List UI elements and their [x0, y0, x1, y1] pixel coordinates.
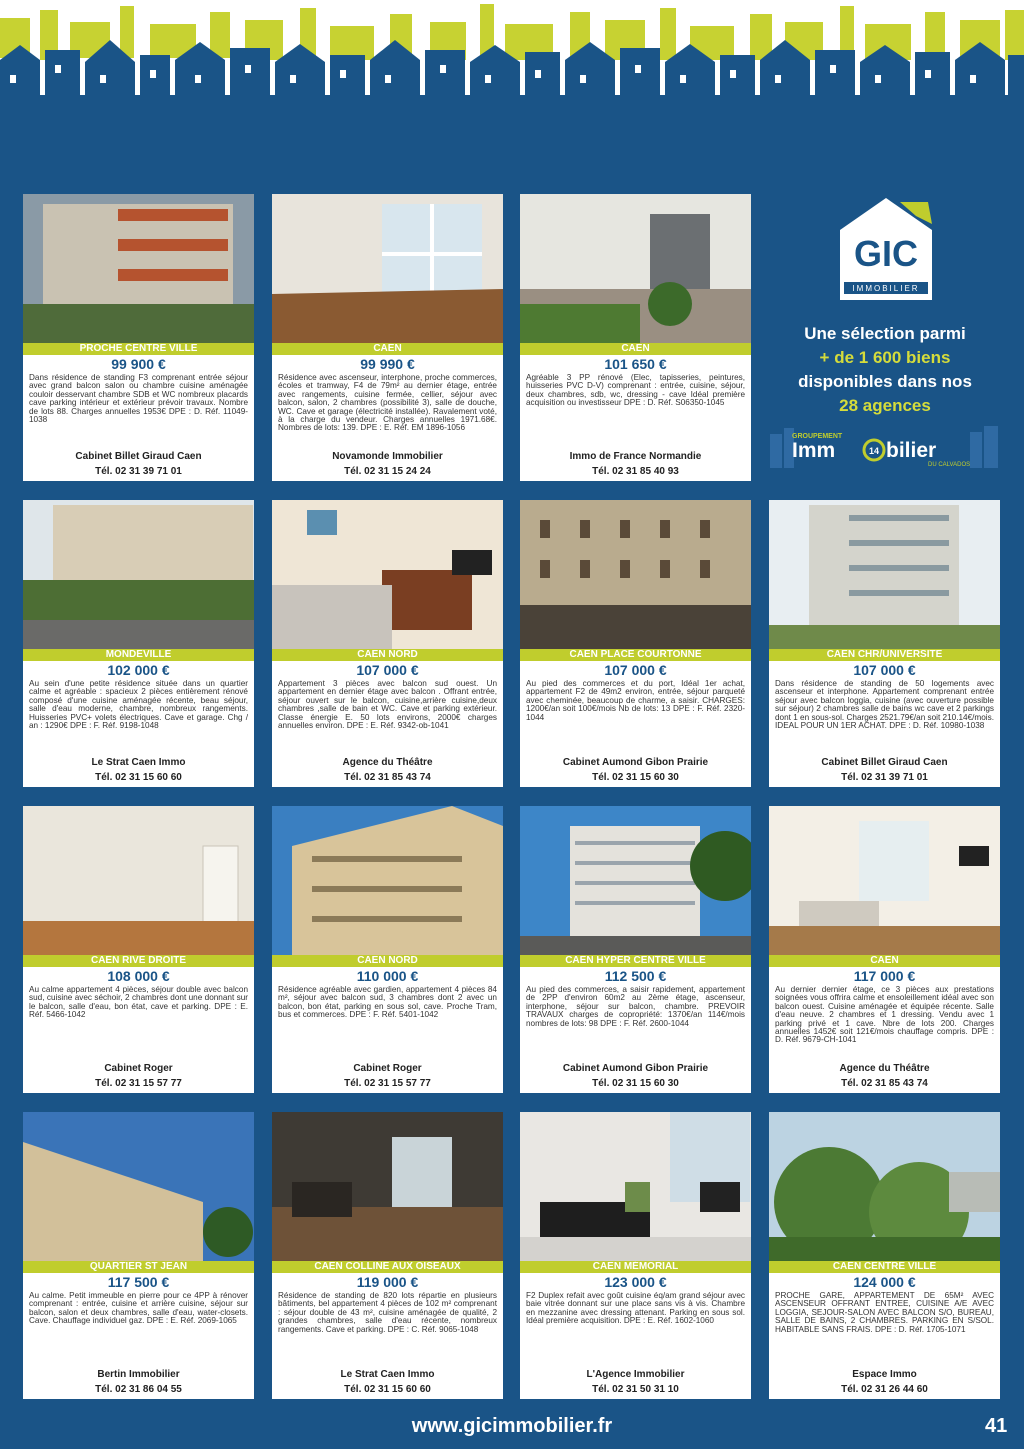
listing-card[interactable]: [769, 806, 1000, 1093]
listing-card[interactable]: [520, 1112, 751, 1399]
listing-card[interactable]: [23, 194, 254, 481]
listing-phone: Tél. 02 31 39 71 01: [841, 772, 928, 783]
listing-agency: Immo de France Normandie: [569, 451, 702, 462]
listing-phone: Tél. 02 31 15 57 77: [344, 1078, 431, 1089]
property-photo: [272, 500, 503, 649]
listing-agency: Le Strat Caen Immo: [91, 757, 186, 768]
listing-location: CAEN CENTRE VILLE: [769, 1261, 1000, 1273]
listing-description: Au pied des commerces, a saisir rapidement, appartement de 2PP d'environ 60m2 au 2ème étage, ascenseur, interphone, séjour sur balcon, chambre. PREVOIR TRAVAUX charges de copropriété: 1370€/an 114€/mois nombres de lots: 98 DPE : F. Réf. 2600-1044: [526, 986, 745, 1028]
listing-card[interactable]: [272, 1112, 503, 1399]
listing-agency: Cabinet Aumond Gibon Prairie: [562, 757, 709, 768]
property-photo: [520, 1112, 751, 1261]
listing-price: 124 000 €: [853, 1274, 916, 1290]
listing-price: 107 000 €: [853, 662, 916, 678]
property-photo: [23, 806, 254, 955]
listing-description: Au pied des commerces et du port, Idéal 1er achat, appartement F2 de 49m2 environ, entrée, séjour parqueté avec cheminée, beaucoup de charme, a saisir. CHARGES: 1200€/an soit 100€/mois Nb de lots: 13 DPE : F. Réf. 2320-1044: [526, 680, 745, 722]
listing-location: CAEN RIVE DROITE: [23, 955, 254, 967]
listing-price: 117 000 €: [853, 968, 916, 984]
listing-agency: Espace Immo: [852, 1369, 917, 1380]
listing-agency: Cabinet Billet Giraud Caen: [821, 757, 948, 768]
listing-phone: Tél. 02 31 85 43 74: [344, 772, 431, 783]
property-photo: [769, 500, 1000, 649]
property-photo: [23, 500, 254, 649]
promo-line: + de 1 600 biens: [819, 348, 951, 367]
listing-card[interactable]: [272, 194, 503, 481]
property-photo: [769, 806, 1000, 955]
listing-location: CAEN NORD: [272, 955, 503, 967]
listing-price: 107 000 €: [356, 662, 419, 678]
listing-description: Appartement 3 pièces avec balcon sud ouest. Un appartement en dernier étage avec balcon . Offrant entrée, séjour ouvert sur le balcon, cuisine,arrière cuisine,deux chambres ,salle de bain et WC. Cave et parking extérieur. Classe énergie E. 50 lots environs, 2000€ charges annuelles environ. DPE : E. Réf. 9342-ob-1041: [278, 680, 497, 731]
listing-price: 101 650 €: [604, 356, 667, 372]
listing-description: Résidence avec ascenseur, interphone, proche commerces, écoles et tramway, F4 de 79m² au dernier étage, entrée avec rangements, cuisine fermée, cellier, séjour avec balcon, salon, 2 chambres (possibilité 3), salle de douche, WC. Cave et garage (électricité installée). Ravalement voté, à la charge du vendeur. Charges annuelles 1971.68€. Nombres de lots: 139. DPE : E. Réf. EM 1896-1056: [278, 374, 497, 433]
promo-tagline: [770, 322, 1000, 418]
listing-description: Agréable 3 PP rénové (Elec, tapisseries, peintures, huisseries PVC D-V) comprenant : entrée, cuisine, séjour, deux chambres, sdb, wc, dressing - cave Idéal première acquisition ou investisseur DPE : D. Réf. S06350-1045: [526, 374, 745, 408]
listing-phone: Tél. 02 31 15 60 60: [95, 772, 182, 783]
listing-price: 102 000 €: [107, 662, 170, 678]
groupement-name-a: Imm: [792, 439, 836, 462]
listing-description: PROCHE GARE, APPARTEMENT DE 65M² AVEC ASCENSEUR OFFRANT ENTREE, CUISINE A/E AVEC LOGGIA, SEJOUR-SALON AVEC BALCON S/O, BUREAU, SALLE DE BAINS, 2 CHAMBRES. PARKING EN S/SOL. HABITABLE SANS FRAIS. DPE : D. Réf. 1705-1071: [775, 1292, 994, 1334]
listing-agency: Bertin Immobilier: [97, 1369, 180, 1380]
listing-phone: Tél. 02 31 15 57 77: [95, 1078, 182, 1089]
listing-phone: Tél. 02 31 50 31 10: [592, 1384, 679, 1395]
listing-price: 112 500 €: [604, 968, 667, 984]
listing-phone: Tél. 02 31 85 40 93: [592, 466, 679, 477]
listing-phone: Tél. 02 31 15 24 24: [344, 466, 431, 477]
listing-agency: Le Strat Caen Immo: [340, 1369, 435, 1380]
property-photo: [520, 806, 751, 955]
listing-agency: Agence du Théâtre: [839, 1063, 930, 1074]
property-photo: [23, 1112, 254, 1261]
listing-phone: Tél. 02 31 15 60 30: [592, 772, 679, 783]
listing-card[interactable]: [520, 806, 751, 1093]
listing-location: CAEN HYPER CENTRE VILLE: [520, 955, 751, 967]
listing-price: 119 000 €: [356, 1274, 419, 1290]
listing-location: CAEN MÉMORIAL: [520, 1261, 751, 1273]
listing-location: CAEN CHR/UNIVERSITE: [769, 649, 1000, 661]
listing-phone: Tél. 02 31 15 60 60: [344, 1384, 431, 1395]
listing-location: CAEN PLACE COURTONNE: [520, 649, 751, 661]
listing-location: CAEN: [769, 955, 1000, 967]
property-photo: [520, 194, 751, 343]
property-photo: [272, 194, 503, 343]
listing-phone: Tél. 02 31 39 71 01: [95, 466, 182, 477]
property-photo: [769, 1112, 1000, 1261]
listing-description: Au sein d'une petite résidence située dans un quartier calme et agréable : spacieux 2 pièces entièrement rénové composé d'une cuisine aménagée récente, beau séjour, salle d'eau moderne, chambre, nombreux rangements. Huisseries PVC+ volets électriques. Cave et garage. Chg / an : 1290€ DPE : F. Réf. 9198-1048: [29, 680, 248, 731]
gic-logo-text: GIC: [853, 233, 919, 274]
property-photo: [23, 194, 254, 343]
listing-price: 108 000 €: [107, 968, 170, 984]
listing-description: Dans résidence de standing de 50 logements avec ascenseur et interphone. Appartement comprenant entrée séjour avec balcon loggia, cuisine (avec ouverture possible sur séjour) 2 chambres salle de bains wc cave et 2 parkings dont 1 en sous-sol. Charges 2521.79€/an soit 210.14€/mois. IDEAL POUR UN 1ER ACHAT. DPE : D. Réf. 10980-1038: [775, 680, 994, 731]
listing-description: Au calme appartement 4 pièces, séjour double avec balcon sud, cuisine avec séchoir, 2 chambres dont une donnant sur le balcon, salle d'eau, bon état, cave et parking. DPE : E. Réf. 5466-1042: [29, 986, 248, 1020]
listing-price: 107 000 €: [604, 662, 667, 678]
gic-promo: [770, 194, 1000, 466]
gic-logo: [836, 194, 936, 304]
listing-card[interactable]: [272, 806, 503, 1093]
page-number: 41: [985, 1415, 1008, 1437]
listing-location: CAEN: [520, 343, 751, 355]
groupement-name-b: bilier: [886, 439, 937, 462]
listing-agency: Novamonde Immobilier: [332, 451, 443, 462]
promo-line: 28 agences: [839, 396, 931, 415]
listing-price: 123 000 €: [604, 1274, 667, 1290]
listing-card[interactable]: [520, 500, 751, 787]
property-photo: [520, 500, 751, 649]
property-photo: [272, 1112, 503, 1261]
listing-card[interactable]: [769, 1112, 1000, 1399]
listing-agency: Cabinet Roger: [104, 1063, 173, 1074]
promo-line: disponibles dans nos: [798, 372, 972, 391]
listing-location: MONDEVILLE: [23, 649, 254, 661]
listing-location: CAEN COLLINE AUX OISEAUX: [272, 1261, 503, 1273]
listing-card[interactable]: [272, 500, 503, 787]
listing-description: Au dernier dernier étage, ce 3 pièces aux prestations soignées vous offrira calme et ensoleillement idéal avec son balcon ouest. Cuisine aménagée et équipée récente. Salle d'eau neuve. 2 chambres et 1 dressing. Vendu avec 1 parking privé et 1 cave. Nbre de lots 200. Charges annuelles 1452€ soit 121€/mois chauffage compris. DPE : D. Réf. 9679-CH-1041: [775, 986, 994, 1045]
listing-description: Dans résidence de standing F3 comprenant entrée séjour avec grand balcon salon ou chambre cuisine aménagée couloir desservant chambre SDB et WC nombreux placards cave parking intérieur et extérieur prévoir travaux. Nombre de lots 88. Charges annuelles 1953€ DPE : D. Réf. 11049-1038: [29, 374, 248, 425]
listing-price: 99 900 €: [111, 356, 166, 372]
listing-agency: L'Agence Immobilier: [586, 1369, 685, 1380]
city-skyline-illustration: [0, 0, 1024, 120]
promo-line: Une sélection parmi: [804, 324, 966, 343]
listing-agency: Cabinet Aumond Gibon Prairie: [562, 1063, 709, 1074]
listing-location: QUARTIER ST JEAN: [23, 1261, 254, 1273]
groupement-region: DU CALVADOS: [928, 462, 971, 468]
groupement-label: GROUPEMENT: [792, 433, 843, 440]
listing-card[interactable]: [520, 194, 751, 481]
listing-description: Au calme. Petit immeuble en pierre pour ce 4PP à rénover comprenant : entrée, cuisine et arrière cuisine, séjour sur balcon, salon et deux chambres, salle d'eau, water-closets. Cave. Chauffage individuel gaz. DPE : E. Réf. 2069-1065: [29, 1292, 248, 1326]
gic-logo-subtext: IMMOBILIER: [852, 284, 920, 293]
listing-phone: Tél. 02 31 85 43 74: [841, 1078, 928, 1089]
listing-phone: Tél. 02 31 15 60 30: [592, 1078, 679, 1089]
listing-phone: Tél. 02 31 26 44 60: [841, 1384, 928, 1395]
website-link[interactable]: www.gicimmobilier.fr: [411, 1415, 613, 1437]
listing-location: CAEN NORD: [272, 649, 503, 661]
listing-agency: Agence du Théâtre: [342, 757, 433, 768]
listing-description: Résidence agréable avec gardien, appartement 4 pièces 84 m², séjour avec balcon sud, 3 chambres dont 2 avec un balcon, bon état, parking en sous sol, cave. Proche Tram, bus et commerces. DPE : F. Réf. 5401-1042: [278, 986, 497, 1020]
listing-location: PROCHE CENTRE VILLE: [23, 343, 254, 355]
listing-price: 110 000 €: [356, 968, 419, 984]
listing-description: F2 Duplex refait avec goût cuisine éq/am grand séjour avec baie vitrée donnant sur une place sans vis à vis. Chambre en mezzanine avec dressing attenant. Parking en sous sol. Idéal première acquisition. DPE : E. Réf. 1602-1060: [526, 1292, 745, 1326]
groupement-immobilier-logo: [770, 426, 1000, 468]
listing-phone: Tél. 02 31 86 04 55: [95, 1384, 182, 1395]
listing-card[interactable]: [769, 500, 1000, 787]
listing-card[interactable]: [23, 806, 254, 1093]
groupement-badge: 14: [868, 446, 880, 456]
listing-card[interactable]: [23, 1112, 254, 1399]
listing-agency: Cabinet Billet Giraud Caen: [75, 451, 202, 462]
listing-agency: Cabinet Roger: [353, 1063, 422, 1074]
listing-description: Résidence de standing de 820 lots répartie en plusieurs bâtiments, bel appartement 4 pièces de 102 m² comprenant : séjour double de 43 m², cuisine aménagée de qualité, 2 grandes chambres, salle d'eau récente, nombreux rangements. Cave et parking. DPE : C. Réf. 9065-1048: [278, 1292, 497, 1334]
property-photo: [272, 806, 503, 955]
listing-price: 99 990 €: [360, 356, 415, 372]
listing-location: CAEN: [272, 343, 503, 355]
listing-card[interactable]: [23, 500, 254, 787]
listing-price: 117 500 €: [107, 1274, 170, 1290]
